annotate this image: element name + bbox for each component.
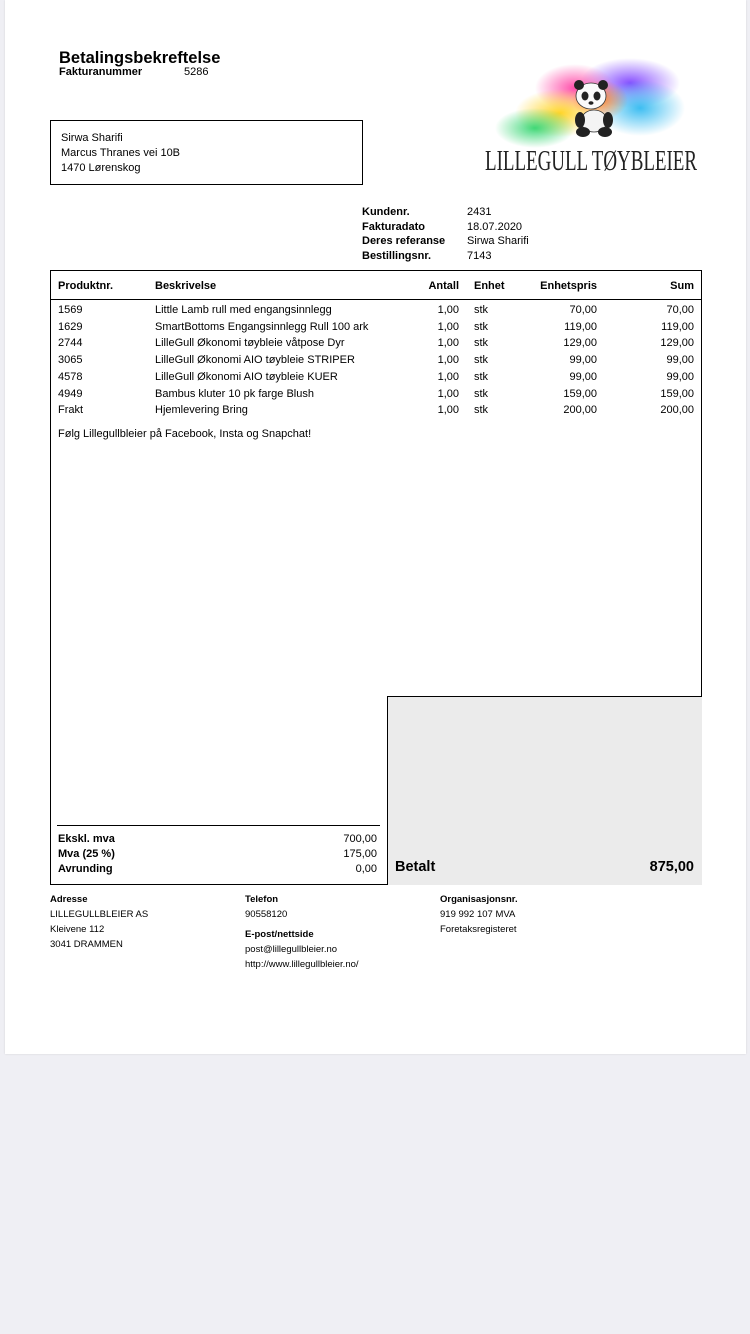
footer-address-line: Kleivene 112 — [50, 924, 105, 935]
recipient-name: Sirwa Sharifi — [61, 132, 123, 144]
invoice-date: 18.07.2020 — [467, 221, 523, 233]
invoice-number-label: Fakturanummer — [59, 66, 143, 78]
cell-description: Bambus kluter 10 pk farge Blush — [155, 387, 314, 400]
footer-address-line: LILLEGULLBLEIER AS — [50, 909, 149, 920]
customer-number-label: Kundenr. — [362, 206, 410, 218]
totals-divider — [57, 825, 380, 826]
footer-phone[interactable]: 90558120 — [245, 909, 288, 920]
cell-unit: stk — [474, 387, 489, 400]
footer-website-link[interactable]: http://www.lillegullbleier.no/ — [245, 959, 359, 970]
panda-rainbow-logo-icon — [480, 58, 702, 184]
cell-unit-price: 99,00 — [569, 354, 597, 367]
reference: Sirwa Sharifi — [467, 235, 529, 247]
cell-sum: 159,00 — [660, 387, 694, 400]
footer-web-label: E-post/nettside — [245, 929, 314, 940]
cell-product-number: 4578 — [58, 370, 83, 383]
promo-note: Følg Lillegullbleier på Facebook, Insta og Snapchat! — [58, 428, 312, 440]
cell-description: LilleGull Økonomi tøybleie våtpose Dyr — [155, 337, 345, 350]
cell-sum: 119,00 — [661, 320, 694, 333]
header-product-number: Produktnr. — [58, 280, 114, 292]
cell-unit: stk — [474, 337, 489, 350]
cell-description: LilleGull Økonomi AIO tøybleie KUER — [155, 370, 338, 383]
invoice-page — [5, 0, 746, 1054]
header-unit: Enhet — [474, 280, 505, 292]
cell-unit: stk — [474, 404, 489, 417]
footer-address-label: Adresse — [50, 894, 88, 905]
cell-product-number: 1629 — [58, 320, 83, 333]
cell-quantity: 1,00 — [437, 370, 459, 383]
cell-unit: stk — [474, 304, 489, 316]
cell-product-number: 2744 — [58, 337, 83, 350]
cell-unit-price: 70,00 — [569, 304, 597, 316]
header-quantity: Antall — [428, 280, 459, 292]
vat-value: 175,00 — [343, 848, 377, 860]
cell-unit-price: 99,00 — [569, 370, 597, 383]
cell-unit: stk — [474, 320, 489, 333]
invoice-table — [50, 270, 702, 885]
cell-sum: 129,00 — [660, 337, 694, 350]
cell-sum: 99,00 — [666, 370, 694, 383]
cell-unit-price: 129,00 — [563, 337, 597, 350]
cell-product-number: 3065 — [58, 354, 83, 367]
header-description: Beskrivelse — [155, 280, 217, 292]
recipient-postal: 1470 Lørenskog — [61, 162, 141, 174]
recipient-street: Marcus Thranes vei 10B — [61, 147, 181, 159]
cell-quantity: 1,00 — [437, 404, 459, 417]
cell-description: Little Lamb rull med engangsinnlegg — [155, 304, 332, 316]
cell-unit: stk — [474, 354, 489, 367]
document-title: Betalingsbekreftelse — [59, 49, 221, 67]
cell-description: SmartBottoms Engangsinnlegg Rull 100 ark — [155, 320, 369, 333]
header-sum: Sum — [670, 280, 694, 292]
excl-vat-value: 700,00 — [343, 833, 377, 845]
cell-quantity: 1,00 — [437, 354, 459, 367]
cell-description: LilleGull Økonomi AIO tøybleie STRIPER — [155, 354, 355, 367]
cell-quantity: 1,00 — [437, 320, 459, 333]
cell-quantity: 1,00 — [437, 304, 459, 316]
cell-description: Hjemlevering Bring — [155, 404, 248, 417]
cell-product-number: 4949 — [58, 387, 83, 400]
cell-sum: 70,00 — [666, 304, 694, 316]
cell-quantity: 1,00 — [437, 337, 459, 350]
recipient-address-box — [50, 120, 363, 185]
footer-org-label: Organisasjonsnr. — [440, 894, 518, 905]
cell-unit-price: 119,00 — [564, 320, 597, 333]
header-unit-price: Enhetspris — [540, 280, 597, 292]
paid-label: Betalt — [395, 859, 436, 875]
reference-label: Deres referanse — [362, 235, 446, 247]
cell-sum: 200,00 — [660, 404, 694, 417]
footer-address-line: 3041 DRAMMEN — [50, 939, 123, 950]
paid-amount: 875,00 — [649, 859, 694, 875]
footer-email-link[interactable]: post@lillegullbleier.no — [245, 944, 338, 955]
brand-logo — [480, 58, 702, 184]
invoice-number: 5286 — [184, 66, 209, 78]
cell-unit-price: 159,00 — [563, 387, 597, 400]
cell-product-number: 1569 — [58, 304, 83, 316]
invoice-date-label: Fakturadato — [362, 221, 425, 233]
header-divider — [51, 299, 701, 300]
footer-phone-label: Telefon — [245, 894, 279, 905]
paid-summary-box — [387, 696, 702, 885]
logo-wordmark: LILLEGULL TØYBLEIER — [485, 145, 698, 177]
rounding-label: Avrunding — [58, 863, 113, 875]
footer-org-number: 919 992 107 MVA — [440, 909, 516, 920]
rounding-value: 0,00 — [355, 863, 377, 875]
cell-unit: stk — [474, 370, 489, 383]
customer-number: 2431 — [467, 206, 492, 218]
order-number-label: Bestillingsnr. — [362, 250, 432, 262]
footer-org-register: Foretaksregisteret — [440, 924, 517, 935]
cell-sum: 99,00 — [666, 354, 694, 367]
vat-label: Mva (25 %) — [58, 848, 115, 860]
cell-quantity: 1,00 — [437, 387, 459, 400]
cell-product-number: Frakt — [58, 404, 84, 417]
order-number: 7143 — [467, 250, 492, 262]
excl-vat-label: Ekskl. mva — [58, 833, 115, 845]
cell-unit-price: 200,00 — [563, 404, 597, 417]
